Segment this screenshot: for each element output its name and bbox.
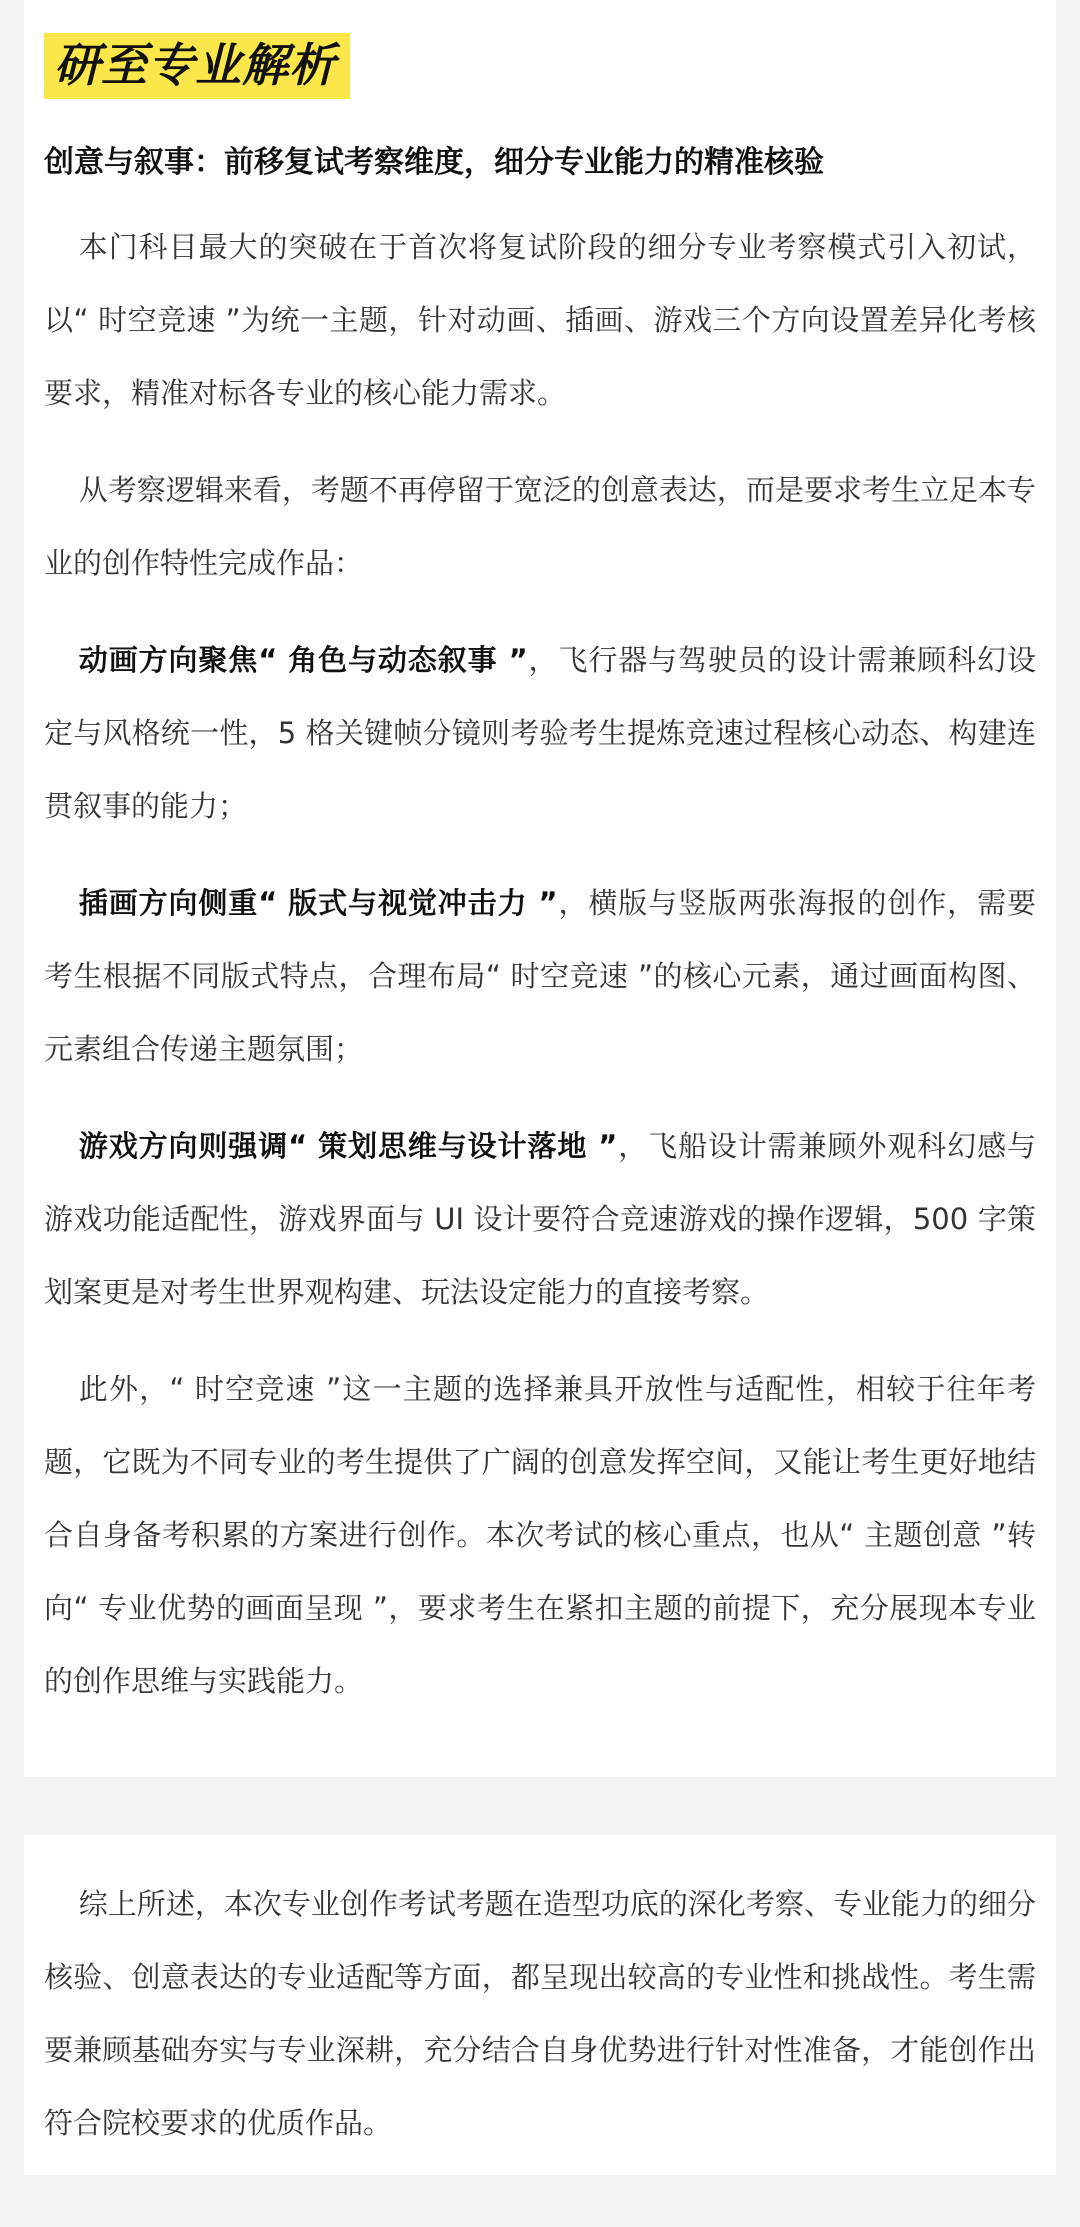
paragraph-game bbox=[44, 1110, 1036, 1329]
paragraph-summary: 综上所述，本次专业创作考试考题在造型功底的深化考察、专业能力的细分核验、创意表达的专业适配等方面，都呈现出较高的专业性和挑战性。考生需要兼顾基础夯实与专业深耕，充分结合自身优势进行针对性准备，才能创作出符合院校要求的优质作品。 bbox=[44, 1887, 1036, 2140]
section-title: 研至专业解析 bbox=[44, 33, 350, 99]
paragraph-theme: 此外，“ 时空竞速 ”这一主题的选择兼具开放性与适配性，相较于往年考题，它既为不同专业的考生提供了广阔的创意发挥空间，又能让考生更好地结合自身备考积累的方案进行创作。本次考试的核心重点，也从“ 主题创意 ”转向“ 专业优势的画面呈现 ”，要求考生在紧扣主题的前提下，充分展现本专业的创作思维与实践能力。 bbox=[44, 1372, 1036, 1698]
paragraph-illustration bbox=[44, 867, 1036, 1086]
summary-card bbox=[24, 1835, 1056, 2175]
paragraph-intro: 本门科目最大的突破在于首次将复试阶段的细分专业考察模式引入初试，以“ 时空竞速 ”为统一主题，针对动画、插画、游戏三个方向设置差异化考核要求，精准对标各专业的核心能力需求。 bbox=[44, 230, 1036, 410]
paragraph-animation-body: ，飞行器与驾驶员的设计需兼顾科幻设定与风格统一性，5 格关键帧分镜则考验考生提炼竞速过程核心动态、构建连贯叙事的能力； bbox=[44, 643, 1036, 823]
paragraph-animation bbox=[44, 624, 1036, 843]
paragraph-logic: 从考察逻辑来看，考题不再停留于宽泛的创意表达，而是要求考生立足本专业的创作特性完成作品： bbox=[44, 473, 1036, 580]
paragraph-animation-lead: 动画方向聚焦“ 角色与动态叙事 ” bbox=[78, 643, 528, 677]
paragraph-game-body: ，飞船设计需兼顾外观科幻感与游戏功能适配性，游戏界面与 UI 设计要符合竞速游戏的操作逻辑，500 字策划案更是对考生世界观构建、玩法设定能力的直接考察。 bbox=[44, 1129, 1036, 1309]
paragraph-illustration-lead: 插画方向侧重“ 版式与视觉冲击力 ” bbox=[78, 886, 558, 920]
paragraph-illustration-body: ，横版与竖版两张海报的创作，需要考生根据不同版式特点，合理布局“ 时空竞速 ”的核心元素，通过画面构图、元素组合传递主题氛围； bbox=[44, 886, 1036, 1066]
paragraph-game-lead: 游戏方向则强调“ 策划思维与设计落地 ” bbox=[78, 1129, 618, 1163]
article-card bbox=[24, 0, 1056, 1777]
subheading: 创意与叙事：前移复试考察维度，细分专业能力的精准核验 bbox=[44, 145, 824, 180]
